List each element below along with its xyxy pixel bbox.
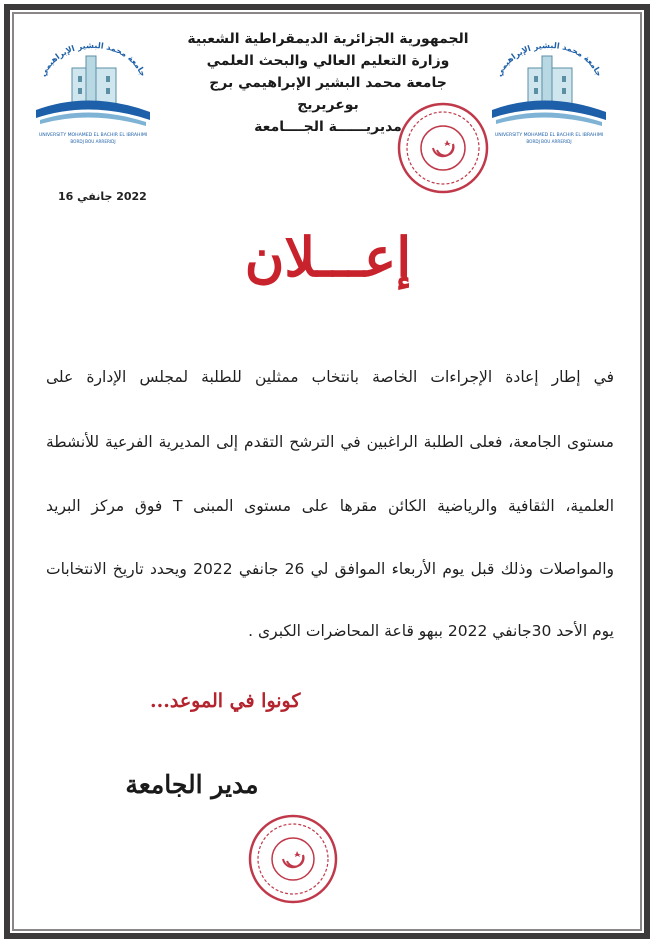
closing-remark: كونوا في الموعد...	[150, 690, 301, 712]
logo-arc-text: جامعة محمد البشير الإبراهيمي	[494, 40, 604, 78]
logo-city: BORDJ BOU ARRERIDJ	[70, 139, 116, 144]
university-logo-left	[30, 28, 156, 146]
page-border-inner	[12, 12, 642, 931]
body-line-4: والمواصلات وذلك قبل يوم الأربعاء الموافق لي 26 جانفي 2022 ويحدد تاريخ الانتخابات	[46, 560, 614, 578]
header-university: جامعة محمد البشير الإبراهيمي برج بوعريريج	[209, 75, 447, 113]
body-line-1: في إطار إعادة الإجراءات الخاصة بانتخاب ممثلين للطلبة لمجلس الإدارة على	[46, 368, 614, 386]
logo-caption: UNIVERSITY MOHAMED EL BACHIR EL IBRAHIMI	[38, 133, 148, 138]
logo-caption: UNIVERSITY MOHAMED EL BACHIR EL IBRAHIMI	[494, 133, 604, 138]
body-line-5: يوم الأحد 30جانفي 2022 ببهو قاعة المحاضرات الكبرى .	[248, 622, 614, 640]
logo-city: BORDJ BOU ARRERIDJ	[526, 139, 572, 144]
announcement-title: إعـــلان	[244, 225, 412, 289]
body-line-2: مستوى الجامعة، فعلى الطلبة الراغبين في الترشح التقدم إلى المديرية الفرعية للأنشطة	[46, 433, 614, 451]
official-seal-bottom	[246, 812, 340, 906]
signatory-title: مدير الجامعة	[125, 770, 259, 799]
issue-date: 2022 جانفي 16	[58, 190, 147, 203]
university-logo-right	[486, 28, 612, 146]
logo-arc-text: جامعة محمد البشير الإبراهيمي	[38, 40, 148, 78]
header-republic: الجمهورية الجزائرية الديمقراطية الشعبية	[187, 31, 469, 47]
official-seal-top	[395, 100, 491, 196]
header-ministry: وزارة التعليم العالي والبحث العلمي	[206, 53, 450, 69]
body-line-3: العلمية، الثقافية والرياضية الكائن مقرها على مستوى المبنى T فوق مركز البريد	[46, 497, 614, 515]
header-directorate: مديريــــــة الجــــامعة	[254, 119, 402, 135]
